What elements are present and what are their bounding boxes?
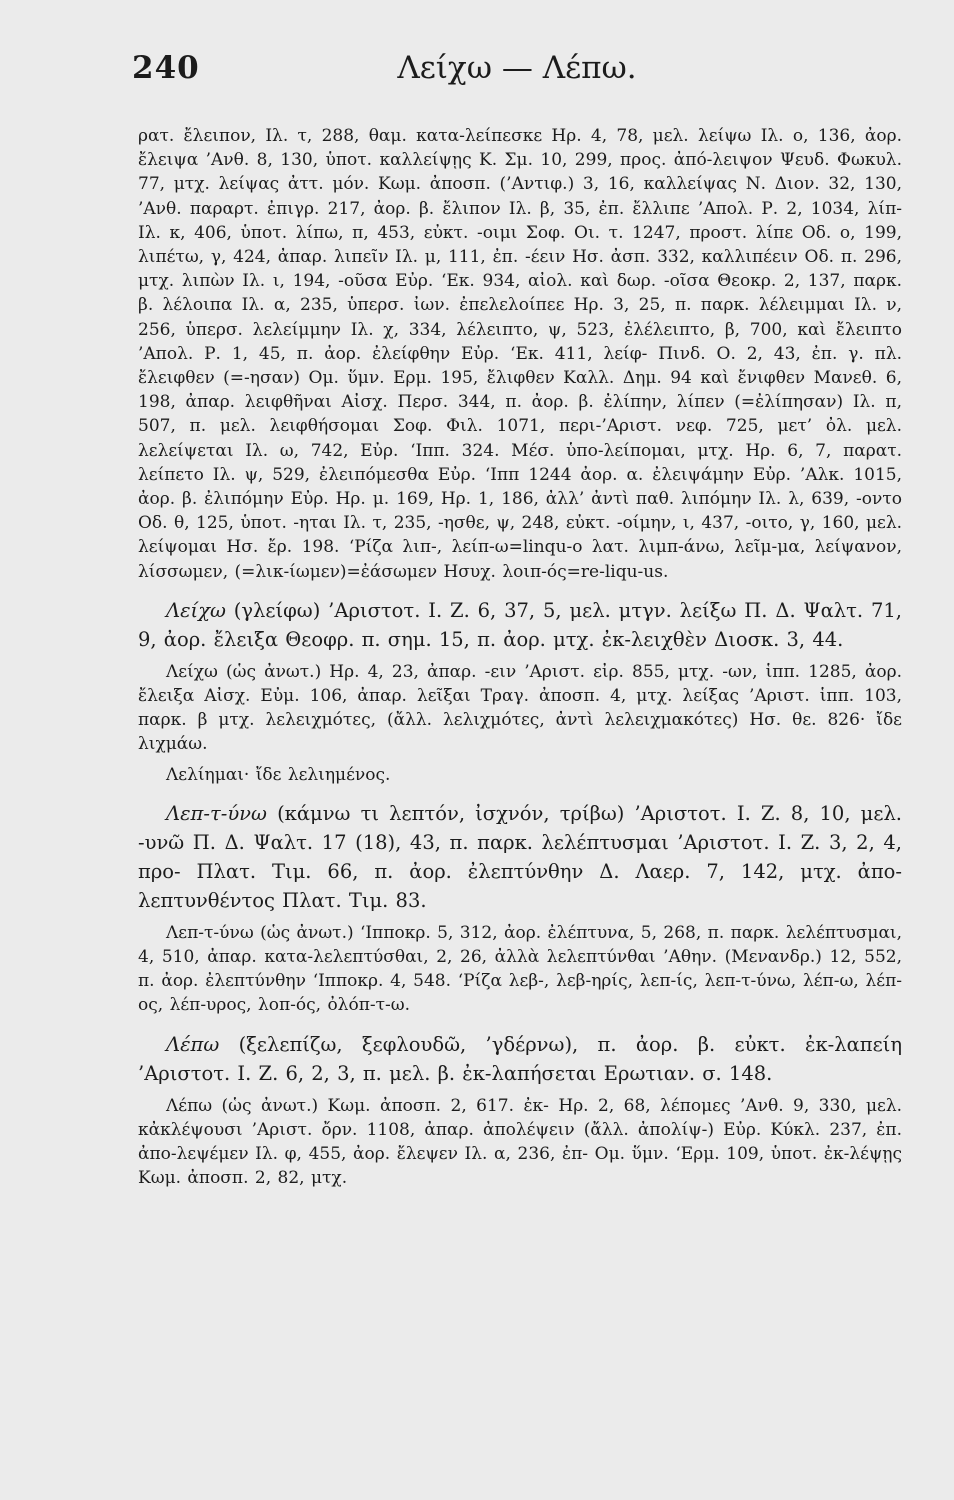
- entry-lemma: Λεπ-τ-ύνω: [166, 801, 267, 825]
- entry-leptyno-attic: [138, 921, 902, 1018]
- page-number: 240: [132, 50, 200, 86]
- entry-leicho: [138, 596, 902, 654]
- entry-text: Λέπω (ὡς ἀνωτ.) Κωμ. ἀποσπ. 2, 617. ἐκ- Ηρ. 2, 68, λέπομες ’Ανθ. 9, 330, μελ. κἀκλέψουσι ’Αριστ. ὄρν. 1108, ἀπαρ. ἀπολέψειν (ἄλλ. ἀπολίψ-) Εὐρ. Κύκλ. 237, ἐπ. ἀπο-λεψέμεν Ιλ. φ, 455, ἀορ. ἔλεψεν Ιλ. α, 236, ἐπ- Ομ. ὕμν. ‘Ερμ. 109, ὑποτ. ἐκ-λέψῃς Κωμ. ἀποσπ. 2, 82, μτχ.: [138, 1095, 902, 1189]
- entry-leptyno: [138, 799, 902, 915]
- entry-text: ρατ. ἔλειπον, Ιλ. τ, 288, θαμ. κατα-λείπεσκε Ηρ. 4, 78, μελ. λείψω Ιλ. ο, 136, ἀορ. ἔλειψα ’Ανθ. 8, 130, ὑποτ. καλλείψῃς Κ. Σμ. 10, 299, προς. ἀπό-λειψον Ψευδ. Φωκυλ. 77, μτχ. λείψας ἀττ. μόν. Κωμ. ἀποσπ. (’Αντιφ.) 3, 16, καλλείψας Ν. Διον. 32, 130, ’Ανθ. παραρτ. ἐπιγρ. 217, ἀορ. β. ἔλιπον Ιλ. β, 35, ἐπ. ἔλλιπε ’Απολ. Ρ. 2, 1034, λίπ- Ιλ. κ, 406, ὑποτ. λίπω, π, 453, εὐκτ. -οιμι Σοφ. Οι. τ. 1247, προστ. λίπε Οδ. ο, 199, λιπέτω, γ, 424, ἀπαρ. λιπεῖν Ιλ. μ, 111, ἐπ. -έειν Ησ. ἀσπ. 332, καλλιπέειν Οδ. π. 296, μτχ. λιπὼν Ιλ. ι, 194, -οῦσα Εὐρ. ‘Εκ. 934, αἰολ. καὶ δωρ. -οῖσα Θεοκρ. 2, 137, παρκ. β. λέλοιπα Ιλ. α, 235, ὑπερσ. ἰων. ἐπελελοίπεε Ηρ. 3, 25, π. παρκ. λέλειμμαι Ιλ. ν, 256, ὑπερσ. λελείμμην Ιλ. χ, 334, λέλειπτο, ψ, 523, ἐλέλειπτο, β, 700, καὶ ἔλειπτο ’Απολ. Ρ. 1, 45, π. ἀορ. ἐλείφθην Εὐρ. ‘Εκ. 411, λείφ- Πινδ. Ο. 2, 43, ἐπ. γ. πλ. ἔλειφθεν (=-ησαν) Ομ. ὕμν. Ερμ. 195, ἔλιφθεν Καλλ. Δημ. 94 καὶ ἔνιφθεν Μανεθ. 6, 198, ἀπαρ. λειφθῆναι Αἰσχ. Περσ. 344, π. ἀορ. β. ἐλίπην, λίπεν (=ἐλίπησαν) Ιλ. π, 507, π. μελ. λειφθήσομαι Σοφ. Φιλ. 1071, περι-’Αριστ. νεφ. 725, μετ’ ὀλ. μελ. λελείψεται Ιλ. ω, 742, Εὐρ. ‘Ιππ. 324. Μέσ. ὑπο-λείπομαι, μτχ. Ηρ. 6, 7, παρατ. λείπετο Ιλ. ψ, 529, ἐλειπόμεσθα Εὐρ. ‘Ιππ 1244 ἀορ. α. ἐλειψάμην Εὐρ. ’Αλκ. 1015, ἀορ. β. ἐλιπόμην Εὐρ. Ηρ. μ. 169, Ηρ. 1, 186, ἀλλ’ ἀντὶ παθ. λιπόμην Ιλ. λ, 639, -οντο Οδ. θ, 125, ὑποτ. -ηται Ιλ. τ, 235, -ησθε, ψ, 248, εὐκτ. -οίμην, ι, 437, -οιτο, γ, 160, μελ. λείψομαι Ησ. ἔρ. 198. ‘Ρίζα λιπ-, λείπ-ω=linqu-o λατ. λιμπ-άνω, λεῖμ-μα, λείψανον, λίσσωμεν, (=λικ-ίωμεν)=ἐάσωμεν Ησυχ. λοιπ-ός=re-liqu-us.: [138, 126, 902, 582]
- entry-text: Λείχω (ὡς ἀνωτ.) Ηρ. 4, 23, ἀπαρ. -ειν ’Αριστ. εἰρ. 855, μτχ. -ων, ἱππ. 1285, ἀορ. ἔλειξα Αἰσχ. Εὐμ. 106, ἀπαρ. λεῖξαι Τραγ. ἀποσπ. 4, μτχ. λείξας ’Αριστ. ἱππ. 103, παρκ. β μτχ. λελειχμότες, (ἄλλ. λελιχμότες, ἀντὶ λελειχμακότες) Ησ. θε. 826· ἴδε λιχμάω.: [138, 661, 902, 755]
- entry-text: (ξελεπίζω, ξεφλουδῶ, ’γδέρνω), π. ἀορ. β. εὐκτ. ἐκ-λαπείη ’Αριστοτ. Ι. Ζ. 6, 2, 3, π. μελ. β. ἐκ-λαπήσεται Ερωτιαν. σ. 148.: [138, 1032, 902, 1085]
- entry-text: Λεπ-τ-ύνω (ὡς ἀνωτ.) ‘Ιπποκρ. 5, 312, ἀορ. ἐλέπτυνα, 5, 268, π. παρκ. λελέπτυσμαι, 4, 510, ἀπαρ. κατα-λελεπτύσθαι, 2, 26, ἀλλὰ λελεπτύνθαι ’Αθην. (Μενανδρ.) 12, 552, π. ἀορ. ἐλεπτύνθην ‘Ιπποκρ. 4, 548. ‘Ρίζα λεβ-, λεβ-ηρίς, λεπ-ίς, λεπ-τ-ύνω, λέπ-ω, λέπ-ος, λέπ-υρος, λοπ-ός, ὀλόπ-τ-ω.: [138, 922, 903, 1016]
- entry-lemma: Λέπω: [166, 1032, 220, 1056]
- running-title: Λείχω — Λέπω.: [397, 50, 637, 86]
- entry-text: Λελίημαι· ἴδε λελιημένος.: [166, 764, 391, 785]
- dictionary-text: [138, 124, 902, 1191]
- entry-leicho-attic: [138, 660, 902, 757]
- running-head: [132, 42, 902, 102]
- entry-text: (κάμνω τι λεπτόν, ἰσχνόν, τρίβω) ’Αριστοτ. Ι. Ζ. 8, 10, μελ. -υνῶ Π. Δ. Ψαλτ. 17 (18), 43, π. παρκ. λελέπτυσμαι ’Αριστοτ. Ι. Ζ. 3, 2, 4, προ- Πλατ. Τιμ. 66, π. ἀορ. ἐλεπτύνθην Δ. Λαερ. 7, 142, μτχ. ἀπο-λεπτυνθέντος Πλατ. Τιμ. 83.: [138, 801, 902, 912]
- entry-leliemai: [138, 763, 902, 787]
- entry-lepo-attic: [138, 1094, 902, 1191]
- entry-text: (γλείφω) ’Αριστοτ. Ι. Ζ. 6, 37, 5, μελ. μτγν. λείξω Π. Δ. Ψαλτ. 71, 9, ἀορ. ἔλειξα Θεοφρ. π. σημ. 15, π. ἀορ. μτχ. ἐκ-λειχθὲν Διοσκ. 3, 44.: [138, 598, 902, 651]
- entry-lepo: [138, 1030, 902, 1088]
- entry-lemma: Λείχω: [166, 598, 226, 622]
- entry-continuation: [138, 124, 902, 584]
